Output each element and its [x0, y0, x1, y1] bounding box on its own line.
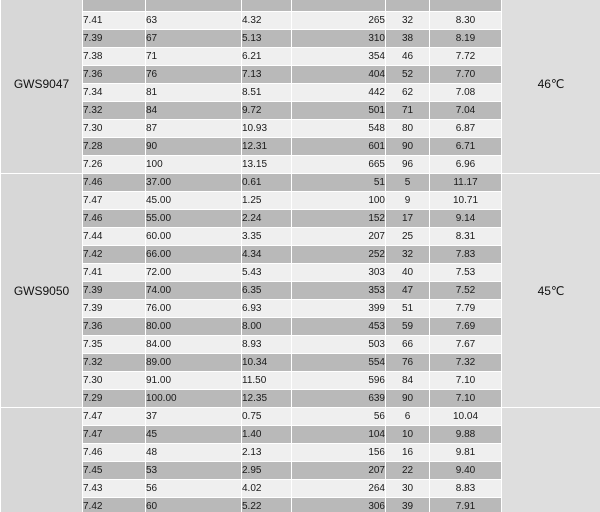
value-d-cell: 40 [386, 264, 430, 282]
value-e-cell: 10.71 [430, 192, 502, 210]
value-a-cell [146, 0, 242, 12]
value-b-cell: 2.95 [242, 462, 292, 480]
ph-cell: 7.38 [83, 48, 146, 66]
ph-cell: 7.34 [83, 84, 146, 102]
ph-cell: 7.41 [83, 264, 146, 282]
value-b-cell: 1.25 [242, 192, 292, 210]
value-c-cell: 354 [292, 48, 386, 66]
value-b-cell: 8.00 [242, 318, 292, 336]
value-e-cell: 7.67 [430, 336, 502, 354]
sample-id-cell: GWS9047 [1, 0, 83, 174]
value-a-cell: 76 [146, 66, 242, 84]
value-b-cell: 8.93 [242, 336, 292, 354]
value-e-cell: 7.53 [430, 264, 502, 282]
ph-cell: 7.29 [83, 390, 146, 408]
value-e-cell: 7.70 [430, 66, 502, 84]
value-b-cell: 2.13 [242, 444, 292, 462]
value-b-cell: 6.21 [242, 48, 292, 66]
value-b-cell: 6.93 [242, 300, 292, 318]
value-d-cell: 46 [386, 48, 430, 66]
value-c-cell: 100 [292, 192, 386, 210]
value-b-cell: 12.35 [242, 390, 292, 408]
sample-id-cell [1, 408, 83, 512]
value-a-cell: 87 [146, 120, 242, 138]
table-row [1, 0, 600, 12]
ph-cell: 7.42 [83, 246, 146, 264]
value-c-cell: 152 [292, 210, 386, 228]
value-e-cell: 8.31 [430, 228, 502, 246]
ph-cell: 7.46 [83, 210, 146, 228]
value-a-cell: 66.00 [146, 246, 242, 264]
value-a-cell: 56 [146, 480, 242, 498]
value-b-cell: 10.93 [242, 120, 292, 138]
value-e-cell: 7.83 [430, 246, 502, 264]
value-d-cell: 51 [386, 300, 430, 318]
value-a-cell: 37 [146, 408, 242, 426]
value-e-cell: 7.52 [430, 282, 502, 300]
value-a-cell: 84.00 [146, 336, 242, 354]
ph-cell: 7.46 [83, 444, 146, 462]
ph-cell: 7.47 [83, 408, 146, 426]
value-a-cell: 60.00 [146, 228, 242, 246]
value-b-cell: 12.31 [242, 138, 292, 156]
ph-cell: 7.42 [83, 498, 146, 512]
value-b-cell: 5.43 [242, 264, 292, 282]
value-d-cell: 47 [386, 282, 430, 300]
value-b-cell: 13.15 [242, 156, 292, 174]
value-d-cell: 52 [386, 66, 430, 84]
value-b-cell: 1.40 [242, 426, 292, 444]
value-d-cell: 6 [386, 408, 430, 426]
value-c-cell: 501 [292, 102, 386, 120]
value-e-cell: 10.04 [430, 408, 502, 426]
value-e-cell: 11.17 [430, 174, 502, 192]
value-c-cell: 503 [292, 336, 386, 354]
value-a-cell: 84 [146, 102, 242, 120]
value-a-cell: 81 [146, 84, 242, 102]
value-d-cell: 62 [386, 84, 430, 102]
value-d-cell: 96 [386, 156, 430, 174]
table-row [1, 408, 600, 426]
value-d-cell: 5 [386, 174, 430, 192]
ph-cell: 7.30 [83, 372, 146, 390]
value-d-cell: 84 [386, 372, 430, 390]
ph-cell: 7.46 [83, 174, 146, 192]
value-d-cell: 22 [386, 462, 430, 480]
value-d-cell [386, 0, 430, 12]
value-d-cell: 71 [386, 102, 430, 120]
value-b-cell: 8.51 [242, 84, 292, 102]
value-b-cell: 9.72 [242, 102, 292, 120]
value-c-cell: 548 [292, 120, 386, 138]
temperature-cell: 46℃ [502, 0, 600, 174]
value-c-cell: 156 [292, 444, 386, 462]
value-c-cell: 264 [292, 480, 386, 498]
value-a-cell: 55.00 [146, 210, 242, 228]
value-c-cell: 310 [292, 30, 386, 48]
value-e-cell: 7.32 [430, 354, 502, 372]
ph-cell: 7.36 [83, 318, 146, 336]
value-e-cell: 7.10 [430, 372, 502, 390]
value-e-cell: 7.91 [430, 498, 502, 512]
ph-cell [83, 0, 146, 12]
ph-cell: 7.44 [83, 228, 146, 246]
value-a-cell: 100.00 [146, 390, 242, 408]
value-d-cell: 17 [386, 210, 430, 228]
value-c-cell: 207 [292, 228, 386, 246]
value-e-cell [430, 0, 502, 12]
value-e-cell: 6.96 [430, 156, 502, 174]
value-c-cell: 453 [292, 318, 386, 336]
value-b-cell: 4.02 [242, 480, 292, 498]
value-d-cell: 80 [386, 120, 430, 138]
ph-cell: 7.32 [83, 102, 146, 120]
value-e-cell: 8.19 [430, 30, 502, 48]
value-c-cell: 639 [292, 390, 386, 408]
ph-cell: 7.36 [83, 66, 146, 84]
value-b-cell: 0.61 [242, 174, 292, 192]
value-e-cell: 8.83 [430, 480, 502, 498]
value-d-cell: 10 [386, 426, 430, 444]
value-d-cell: 38 [386, 30, 430, 48]
value-a-cell: 90 [146, 138, 242, 156]
value-a-cell: 60 [146, 498, 242, 512]
value-b-cell: 4.32 [242, 12, 292, 30]
table-row [1, 174, 600, 192]
value-a-cell: 67 [146, 30, 242, 48]
value-c-cell [292, 0, 386, 12]
value-a-cell: 71 [146, 48, 242, 66]
value-c-cell: 265 [292, 12, 386, 30]
value-d-cell: 66 [386, 336, 430, 354]
value-d-cell: 59 [386, 318, 430, 336]
value-a-cell: 72.00 [146, 264, 242, 282]
value-b-cell: 5.13 [242, 30, 292, 48]
value-c-cell: 306 [292, 498, 386, 512]
value-d-cell: 90 [386, 390, 430, 408]
value-a-cell: 80.00 [146, 318, 242, 336]
value-a-cell: 53 [146, 462, 242, 480]
value-e-cell: 9.81 [430, 444, 502, 462]
value-c-cell: 104 [292, 426, 386, 444]
value-d-cell: 30 [386, 480, 430, 498]
value-b-cell: 0.75 [242, 408, 292, 426]
value-d-cell: 16 [386, 444, 430, 462]
temperature-cell [502, 408, 600, 512]
value-e-cell: 9.88 [430, 426, 502, 444]
value-e-cell: 9.14 [430, 210, 502, 228]
value-a-cell: 48 [146, 444, 242, 462]
value-c-cell: 554 [292, 354, 386, 372]
value-b-cell: 2.24 [242, 210, 292, 228]
value-b-cell: 5.22 [242, 498, 292, 512]
value-b-cell [242, 0, 292, 12]
value-d-cell: 32 [386, 12, 430, 30]
value-d-cell: 32 [386, 246, 430, 264]
value-c-cell: 404 [292, 66, 386, 84]
value-e-cell: 6.71 [430, 138, 502, 156]
value-e-cell: 7.10 [430, 390, 502, 408]
value-a-cell: 76.00 [146, 300, 242, 318]
value-c-cell: 665 [292, 156, 386, 174]
ph-cell: 7.41 [83, 12, 146, 30]
value-e-cell: 8.30 [430, 12, 502, 30]
value-a-cell: 74.00 [146, 282, 242, 300]
value-d-cell: 25 [386, 228, 430, 246]
ph-cell: 7.35 [83, 336, 146, 354]
value-b-cell: 6.35 [242, 282, 292, 300]
value-b-cell: 10.34 [242, 354, 292, 372]
ph-cell: 7.32 [83, 354, 146, 372]
value-a-cell: 45 [146, 426, 242, 444]
ph-cell: 7.39 [83, 30, 146, 48]
value-a-cell: 45.00 [146, 192, 242, 210]
value-e-cell: 6.87 [430, 120, 502, 138]
value-a-cell: 89.00 [146, 354, 242, 372]
value-c-cell: 207 [292, 462, 386, 480]
ph-cell: 7.30 [83, 120, 146, 138]
value-d-cell: 39 [386, 498, 430, 512]
ph-cell: 7.47 [83, 192, 146, 210]
value-c-cell: 56 [292, 408, 386, 426]
value-e-cell: 7.04 [430, 102, 502, 120]
value-a-cell: 91.00 [146, 372, 242, 390]
value-c-cell: 442 [292, 84, 386, 102]
ph-cell: 7.39 [83, 300, 146, 318]
value-c-cell: 303 [292, 264, 386, 282]
value-d-cell: 9 [386, 192, 430, 210]
value-e-cell: 7.79 [430, 300, 502, 318]
value-e-cell: 7.08 [430, 84, 502, 102]
sample-id-cell: GWS9050 [1, 174, 83, 408]
value-c-cell: 596 [292, 372, 386, 390]
value-a-cell: 63 [146, 12, 242, 30]
value-b-cell: 11.50 [242, 372, 292, 390]
value-b-cell: 4.34 [242, 246, 292, 264]
temperature-cell: 45℃ [502, 174, 600, 408]
ph-cell: 7.47 [83, 426, 146, 444]
value-e-cell: 9.40 [430, 462, 502, 480]
ph-cell: 7.28 [83, 138, 146, 156]
value-a-cell: 37.00 [146, 174, 242, 192]
ph-cell: 7.26 [83, 156, 146, 174]
value-e-cell: 7.69 [430, 318, 502, 336]
value-a-cell: 100 [146, 156, 242, 174]
value-d-cell: 76 [386, 354, 430, 372]
value-c-cell: 252 [292, 246, 386, 264]
ph-cell: 7.39 [83, 282, 146, 300]
value-c-cell: 399 [292, 300, 386, 318]
ph-cell: 7.45 [83, 462, 146, 480]
ph-cell: 7.43 [83, 480, 146, 498]
value-e-cell: 7.72 [430, 48, 502, 66]
value-c-cell: 601 [292, 138, 386, 156]
value-c-cell: 353 [292, 282, 386, 300]
table-body [1, 0, 600, 512]
value-b-cell: 7.13 [242, 66, 292, 84]
value-c-cell: 51 [292, 174, 386, 192]
value-b-cell: 3.35 [242, 228, 292, 246]
value-d-cell: 90 [386, 138, 430, 156]
